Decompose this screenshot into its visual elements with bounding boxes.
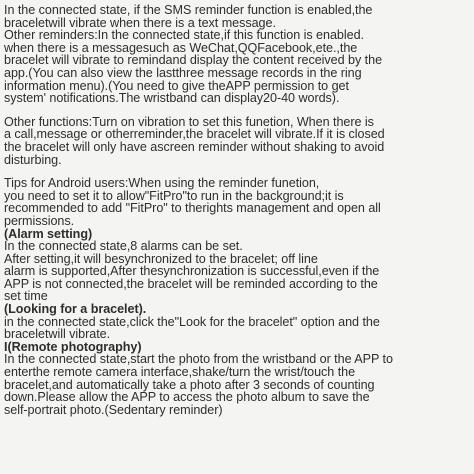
other-functions-paragraph [4, 116, 472, 166]
text-line: Other functions:Turn on vibration to set this funetion, When there is [4, 114, 374, 129]
text-line: bracelet,and automatically take a photo after 3 seconds of counting [4, 377, 375, 392]
text-line: enterthe remote camera interface,shake/turn the wrist/touch the [4, 365, 356, 380]
section-heading: (Looking for a bracelet). [4, 302, 147, 317]
text-line: bracelet will vibrate to remindand display the content received by the [4, 53, 383, 68]
text-line: in the connected state,click the"Look for the bracelet" option and the [4, 314, 380, 329]
text-line: recommended to add "FitPro" to therights management and open all [4, 201, 381, 216]
other-reminders-paragraph [4, 29, 472, 105]
text-line: down.Please allow the APP to access the photo album to save the [4, 390, 370, 405]
alarm-setting-section [4, 228, 472, 304]
looking-for-bracelet-section [4, 303, 472, 341]
text-line: braceletwill vibrate when there is a text message. [4, 15, 276, 30]
text-line: After setting,it will besynchronized to the bracelet; off line [4, 251, 318, 266]
text-line: you need to set it to allow"FitPro"to run in the background;it is [4, 188, 344, 203]
text-line: system' notifications.The wristband can display20-40 words). [4, 91, 340, 106]
text-line: app.(You can also view the lastthree message records in the ring [4, 65, 362, 80]
text-line: In the connected state,start the photo from the wristband or the APP to [4, 352, 393, 367]
text-line: Other reminders:In the connected state,if this function is enabled. [4, 28, 364, 43]
text-line: when there is a messagesuch as WeChat,QQFacebook,ete.,the [4, 40, 358, 55]
section-heading: I(Remote photography) [4, 339, 142, 354]
text-line: information menu).(You need to give theAPP permission to get [4, 78, 349, 93]
sms-reminder-paragraph [4, 4, 472, 29]
section-heading: (Alarm setting) [4, 226, 93, 241]
text-line: In the connected state,8 alarms can be set. [4, 239, 243, 254]
text-line: APP is not connected,the bracelet will be reminded according to the [4, 276, 378, 291]
remote-photography-section [4, 341, 472, 417]
text-line: set time [4, 289, 48, 304]
android-tips-paragraph [4, 177, 472, 227]
text-line: permissions. [4, 213, 75, 228]
text-line: self-portrait photo.(Sedentary reminder) [4, 402, 223, 417]
text-line: alarm is supported,After thesynchronization is successful,even if the [4, 264, 380, 279]
manual-page [4, 4, 472, 470]
text-line: Tips for Android users:When using the reminder funetion, [4, 176, 320, 191]
text-line: a call,message or otherreminder,the bracelet will vibrate.If it is closed [4, 127, 385, 142]
text-line: the bracelet will only have ascreen reminder without shaking to avoid [4, 139, 385, 154]
text-line: braceletwill vibrate. [4, 327, 111, 342]
text-line: In the connected state, if the SMS reminder function is enabled,the [4, 4, 373, 17]
text-line: disturbing. [4, 152, 62, 167]
